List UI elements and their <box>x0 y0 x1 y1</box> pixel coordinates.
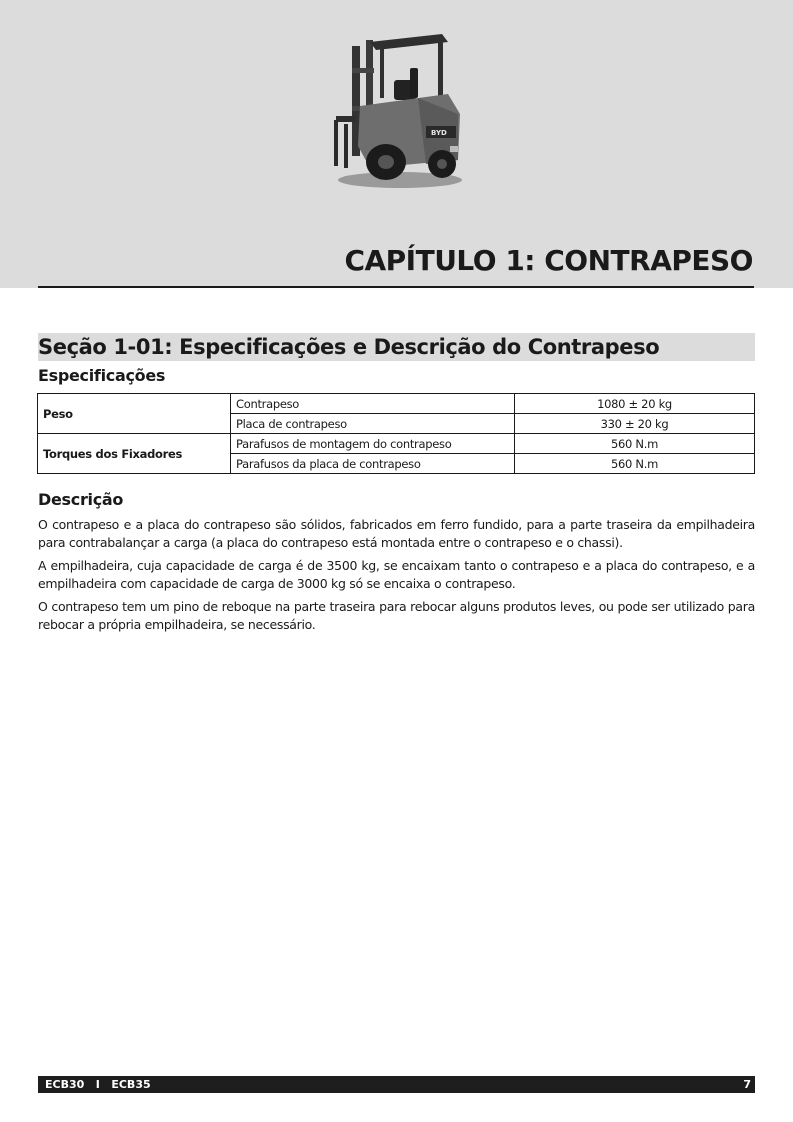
description-heading: Descrição <box>38 490 124 509</box>
specifications-heading: Especificações <box>38 366 166 385</box>
group-label-weight: Peso <box>38 394 231 434</box>
footer-models: ECB30 I ECB35 <box>45 1078 151 1091</box>
chapter-title: CAPÍTULO 1: CONTRAPESO <box>344 244 753 277</box>
section-title: Seção 1-01: Especificações e Descrição do Contrapeso <box>38 335 660 359</box>
chapter-title-rule <box>38 286 754 288</box>
spec-item: Placa de contrapeso <box>231 414 515 434</box>
spec-item: Parafusos da placa de contrapeso <box>231 454 515 474</box>
description-paragraph: O contrapeso e a placa do contrapeso são sólidos, fabricados em ferro fundido, para a parte traseira da empilhadeira para contrabalançar a carga (a placa do contrapeso está montada entre o contrapeso e o chassi). <box>38 517 755 550</box>
description-paragraph: O contrapeso tem um pino de reboque na parte traseira para rebocar alguns produtos leves, ou pode ser utilizado para rebocar a própria empilhadeira, se necessário. <box>38 599 755 632</box>
specifications-table <box>37 393 755 474</box>
page-footer <box>38 1076 755 1093</box>
spec-item: Parafusos de montagem do contrapeso <box>231 434 515 454</box>
spec-value: 560 N.m <box>515 454 755 474</box>
group-label-torques: Torques dos Fixadores <box>38 434 231 474</box>
spec-value: 330 ± 20 kg <box>515 414 755 434</box>
spec-value: 560 N.m <box>515 434 755 454</box>
table-row <box>38 434 755 454</box>
forklift-illustration <box>330 28 466 190</box>
description-paragraph: A empilhadeira, cuja capacidade de carga é de 3500 kg, se encaixam tanto o contrapeso e a placa do contrapeso, e a empilhadeira com capacidade de carga de 3000 kg só se encaixa o contrapeso. <box>38 558 755 591</box>
spec-value: 1080 ± 20 kg <box>515 394 755 414</box>
svg-text:BYD: BYD <box>431 129 447 137</box>
page-number: 7 <box>743 1078 751 1091</box>
spec-item: Contrapeso <box>231 394 515 414</box>
table-row <box>38 394 755 414</box>
